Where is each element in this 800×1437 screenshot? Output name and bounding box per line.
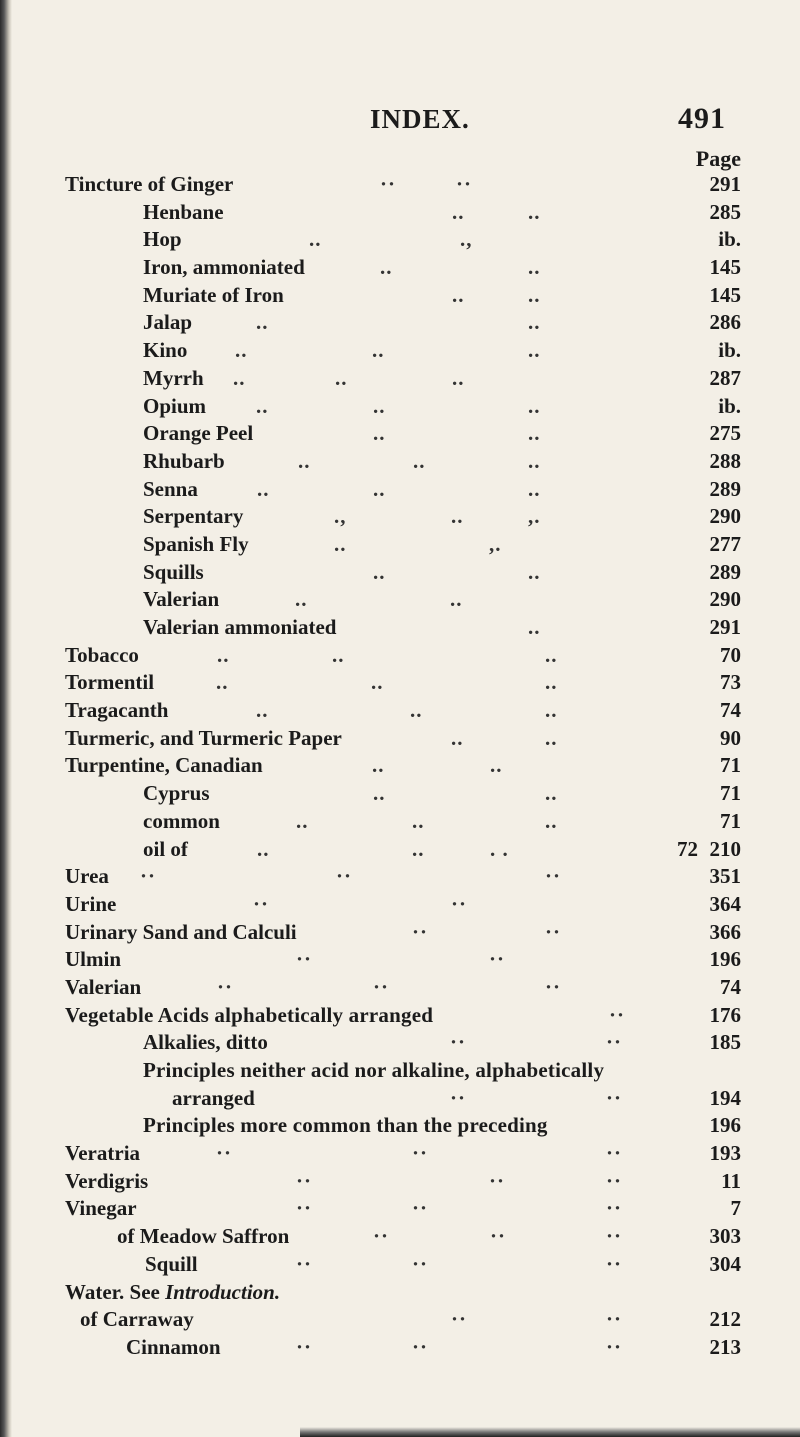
entry-term: Hop [143, 227, 182, 252]
entry-term: arranged [172, 1085, 255, 1110]
index-entry [0, 309, 800, 337]
entry-page: 194 [709, 1085, 741, 1110]
leader-dots: ·· [606, 1030, 623, 1055]
leader-dots: .. [373, 559, 386, 584]
index-entry [0, 171, 800, 199]
leader-dots: .. [528, 282, 541, 307]
leader-dots: .. [217, 642, 230, 667]
entry-term: Squills [143, 559, 204, 584]
leader-dots: .. [528, 255, 541, 280]
leader-dots: .. [296, 808, 309, 833]
entry-page: 193 [709, 1141, 741, 1166]
entry-page: 277 [709, 531, 741, 556]
leader-dots: .. [256, 393, 269, 418]
leader-dots: .. [452, 199, 465, 224]
leader-dots: .. [372, 338, 385, 363]
index-entry [0, 614, 800, 642]
index-entry [0, 863, 800, 891]
index-entry [0, 199, 800, 227]
entry-term [65, 1279, 280, 1307]
index-entry [0, 642, 800, 670]
leader-dots: ·· [606, 1196, 623, 1221]
leader-dots: .. [545, 781, 558, 806]
leader-dots: .. [450, 587, 463, 612]
leader-dots: .. [528, 338, 541, 363]
entry-term: Valerian ammoniated [143, 615, 337, 639]
index-entry [0, 531, 800, 559]
leader-dots: .. [256, 698, 269, 723]
leader-dots: .. [545, 670, 558, 695]
leader-dots: ·· [296, 947, 313, 972]
index-entry [0, 1223, 800, 1251]
entry-term: of Carraway [80, 1307, 194, 1332]
index-entry [0, 919, 800, 947]
entry-page: 289 [709, 559, 741, 584]
entry-page: 185 [709, 1030, 741, 1055]
entry-page: 212 [709, 1307, 741, 1332]
index-entry [0, 1029, 800, 1057]
entry-page: 74 [720, 698, 741, 723]
leader-dots: .. [412, 836, 425, 861]
leader-dots: ·· [545, 864, 562, 889]
entry-page: 176 [709, 1002, 741, 1027]
leader-dots: .. [332, 642, 345, 667]
entry-term: Principles more common than the preceding [143, 1113, 548, 1138]
index-entry [0, 1057, 800, 1085]
leader-dots: .. [412, 808, 425, 833]
leader-dots: ·· [412, 1334, 429, 1359]
leader-dots: .. [528, 393, 541, 418]
index-entry [0, 836, 800, 864]
leader-dots: .. [373, 476, 386, 501]
leader-dots: .. [545, 808, 558, 833]
leader-dots: ·· [412, 919, 429, 944]
leader-dots: ·· [412, 1251, 429, 1276]
entry-page-secondary: 72 [677, 836, 698, 861]
page-bottom-shadow [300, 1427, 800, 1437]
index-entry [0, 752, 800, 780]
entry-term: Turmeric, and Turmeric Paper [65, 725, 342, 750]
leader-dots: ·· [450, 1085, 467, 1110]
entry-page: 291 [709, 615, 741, 639]
leader-dots: .. [373, 393, 386, 418]
index-entry [0, 891, 800, 919]
leader-dots: ·· [380, 172, 397, 196]
entry-page: 73 [720, 670, 741, 695]
index-entry [0, 365, 800, 393]
leader-dots: .. [334, 531, 347, 556]
index-entry [0, 1002, 800, 1030]
entry-page: 290 [709, 504, 741, 529]
entry-page: 364 [709, 891, 741, 916]
entry-term: Turpentine, Canadian [65, 753, 263, 778]
leader-dots: ·· [450, 1030, 467, 1055]
leader-dots: .. [373, 781, 386, 806]
leader-dots: ,. [489, 531, 502, 556]
entry-term: Rhubarb [143, 448, 225, 473]
entry-term: Henbane [143, 199, 224, 224]
leader-dots: ·· [606, 1168, 623, 1193]
index-entry [0, 448, 800, 476]
leader-dots: .. [528, 615, 541, 639]
index-entry [0, 586, 800, 614]
entry-term: Spanish Fly [143, 531, 249, 556]
index-entry [0, 1334, 800, 1362]
leader-dots: .. [528, 476, 541, 501]
leader-dots: .. [528, 199, 541, 224]
leader-dots: ·· [296, 1251, 313, 1276]
index-entry [0, 337, 800, 365]
leader-dots: .. [528, 310, 541, 335]
index-entry [0, 420, 800, 448]
leader-dots: .. [233, 365, 246, 390]
leader-dots: .. [528, 448, 541, 473]
entry-term: Principles neither acid nor alkaline, alphabetically [143, 1058, 605, 1082]
leader-dots: ·· [140, 864, 157, 889]
entry-term: of Meadow Saffron [117, 1224, 290, 1249]
leader-dots: ,. [528, 504, 541, 529]
entry-term: oil of [143, 836, 188, 861]
entry-term: Myrrh [143, 365, 204, 390]
index-entry [0, 808, 800, 836]
index-entry [0, 946, 800, 974]
entry-page: 289 [709, 476, 741, 501]
leader-dots: .. [373, 421, 386, 446]
entry-page: 351 [709, 864, 741, 889]
leader-dots: ·· [451, 1307, 468, 1332]
leader-dots: .. [235, 338, 248, 363]
index-entry [0, 282, 800, 310]
leader-dots: ·· [296, 1196, 313, 1221]
entry-page: 210 [709, 836, 741, 861]
leader-dots: . . [490, 836, 509, 861]
leader-dots: ·· [451, 891, 468, 916]
leader-dots: ·· [606, 1141, 623, 1166]
index-entry [0, 1306, 800, 1334]
leader-dots: ·· [606, 1334, 623, 1359]
entry-term: Cyprus [143, 781, 210, 806]
index-entry [0, 1168, 800, 1196]
leader-dots: ·· [216, 1141, 233, 1166]
entry-page: 285 [709, 199, 741, 224]
leader-dots: .. [545, 642, 558, 667]
leader-dots: ·· [412, 1196, 429, 1221]
leader-dots: .. [452, 282, 465, 307]
entry-term: Ulmin [65, 947, 122, 972]
leader-dots: .. [216, 670, 229, 695]
entry-term: Tragacanth [65, 698, 169, 723]
leader-dots: .. [309, 227, 322, 252]
entry-term: Jalap [143, 310, 193, 335]
leader-dots: .. [451, 504, 464, 529]
leader-dots: ·· [606, 1307, 623, 1332]
index-entry [0, 697, 800, 725]
index-entry [0, 1112, 800, 1140]
leader-dots: .. [371, 670, 384, 695]
leader-dots: .. [256, 310, 269, 335]
leader-dots: ·· [490, 1224, 507, 1249]
leader-dots: ·· [217, 974, 234, 999]
leader-dots: .. [257, 836, 270, 861]
index-entry [0, 254, 800, 282]
leader-dots: .. [298, 448, 311, 473]
entry-term: Vinegar [65, 1196, 137, 1221]
entry-term: Serpentary [143, 504, 244, 529]
leader-dots: .. [380, 255, 393, 280]
leader-dots: ·· [606, 1085, 623, 1110]
index-entry [0, 476, 800, 504]
index-entry [0, 780, 800, 808]
leader-dots: ., [334, 504, 347, 529]
entry-term: Senna [143, 476, 198, 501]
entry-term-main: Water. See [65, 1279, 160, 1304]
page-column-label: Page [695, 146, 741, 171]
entry-page: 213 [709, 1334, 741, 1359]
index-entry [0, 725, 800, 753]
entry-term-reference: Introduction. [165, 1279, 281, 1304]
leader-dots: ·· [296, 1334, 313, 1359]
leader-dots: .. [410, 698, 423, 723]
entry-term: Cinnamon [126, 1334, 221, 1359]
entry-term: Muriate of Iron [143, 282, 284, 307]
entry-term: Squill [145, 1251, 198, 1276]
entry-page: 70 [720, 642, 741, 667]
entry-term: Orange Peel [143, 421, 254, 446]
leader-dots: .. [257, 476, 270, 501]
entry-term: Kino [143, 338, 188, 363]
leader-dots: .. [372, 753, 385, 778]
entry-term: Urinary Sand and Calculi [65, 919, 297, 944]
leader-dots: ·· [489, 1168, 506, 1193]
index-entry [0, 393, 800, 421]
entry-page: ib. [718, 338, 741, 363]
entry-term: Urea [65, 864, 109, 889]
index-entry [0, 1140, 800, 1168]
entry-page: 7 [730, 1196, 741, 1221]
entry-page: 288 [709, 448, 741, 473]
entry-page: 196 [709, 1113, 741, 1138]
leader-dots: .. [335, 365, 348, 390]
header-title: INDEX. [370, 104, 470, 134]
leader-dots: ·· [373, 1224, 390, 1249]
index-entry [0, 1085, 800, 1113]
leader-dots: ·· [412, 1141, 429, 1166]
entry-page: 303 [709, 1224, 741, 1249]
index-entry [0, 669, 800, 697]
index-entry [0, 559, 800, 587]
entry-page: 291 [709, 172, 741, 196]
entry-page: 90 [720, 725, 741, 750]
entry-page: 304 [709, 1251, 741, 1276]
index-entry [0, 503, 800, 531]
entry-page: 286 [709, 310, 741, 335]
entry-page: 145 [709, 255, 741, 280]
running-header [0, 104, 800, 144]
leader-dots: .. [413, 448, 426, 473]
entry-page: 275 [709, 421, 741, 446]
entry-page: ib. [718, 393, 741, 418]
entry-term: Alkalies, ditto [143, 1030, 268, 1055]
index-entry [0, 1195, 800, 1223]
header-page-number: 491 [678, 102, 726, 135]
entry-page: 71 [720, 753, 741, 778]
index-entry [0, 1279, 800, 1307]
leader-dots: ·· [253, 891, 270, 916]
leader-dots: .. [528, 421, 541, 446]
entry-page: 71 [720, 781, 741, 806]
entry-term: Valerian [65, 974, 142, 999]
entry-term: Tobacco [65, 642, 139, 667]
leader-dots: ·· [545, 919, 562, 944]
entry-page: 366 [709, 919, 741, 944]
index-entry [0, 974, 800, 1002]
entry-term: Iron, ammoniated [143, 255, 305, 280]
entry-page: 290 [709, 587, 741, 612]
entry-page: 145 [709, 282, 741, 307]
leader-dots: .. [452, 365, 465, 390]
index-entry [0, 1251, 800, 1279]
leader-dots: ·· [606, 1251, 623, 1276]
entry-term: Veratria [65, 1141, 141, 1166]
leader-dots: ·· [456, 172, 473, 196]
leader-dots: ·· [336, 864, 353, 889]
leader-dots: .. [545, 725, 558, 750]
leader-dots: .. [451, 725, 464, 750]
leader-dots: ·· [489, 947, 506, 972]
leader-dots: ·· [296, 1168, 313, 1193]
entry-page: 287 [709, 365, 741, 390]
entry-page: ib. [718, 227, 741, 252]
entry-term: Tormentil [65, 670, 155, 695]
leader-dots: ·· [373, 974, 390, 999]
entry-term: Valerian [143, 587, 220, 612]
index-entries [0, 171, 800, 1362]
entry-page: 11 [721, 1168, 741, 1193]
entry-page: 71 [720, 808, 741, 833]
entry-page: 196 [709, 947, 741, 972]
entry-term: Opium [143, 393, 207, 418]
leader-dots: .. [528, 559, 541, 584]
leader-dots: ., [460, 227, 473, 252]
entry-term: common [143, 808, 220, 833]
leader-dots: .. [490, 753, 503, 778]
entry-term: Vegetable Acids alphabetically arranged [65, 1002, 434, 1027]
leader-dots: ·· [609, 1002, 626, 1027]
leader-dots: ·· [606, 1224, 623, 1249]
entry-term: Tincture of Ginger [65, 172, 234, 196]
index-entry [0, 226, 800, 254]
entry-page: 74 [720, 974, 741, 999]
leader-dots: .. [295, 587, 308, 612]
leader-dots: ·· [545, 974, 562, 999]
entry-term: Urine [65, 891, 117, 916]
entry-term: Verdigris [65, 1168, 149, 1193]
leader-dots: .. [545, 698, 558, 723]
